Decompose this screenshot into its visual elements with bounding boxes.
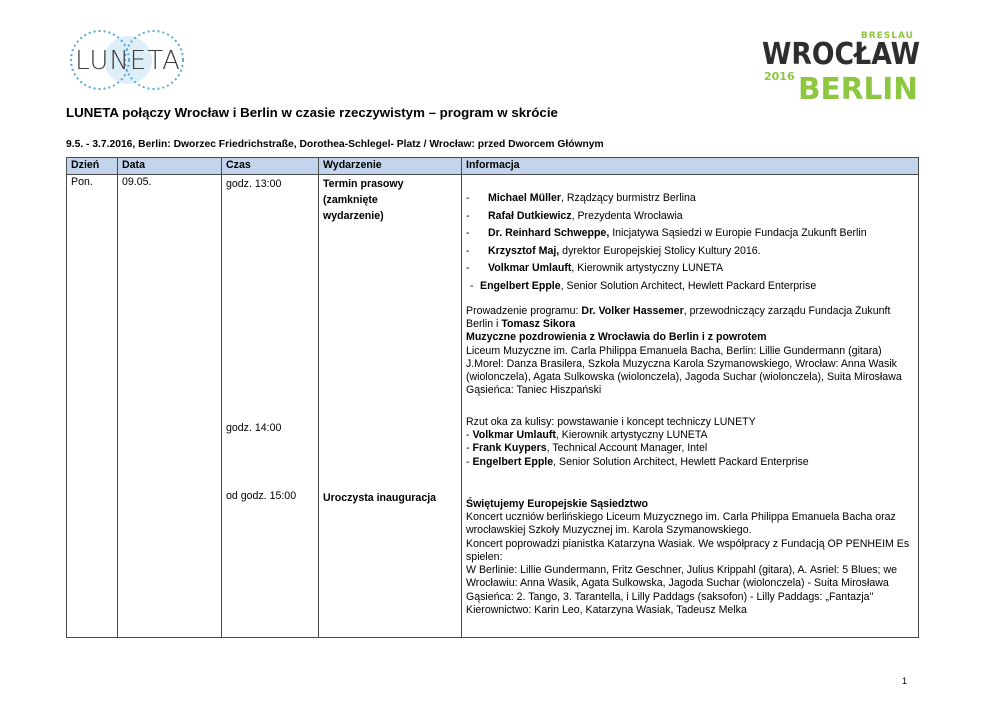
- header-day: Dzień: [67, 158, 118, 175]
- event-press-line1: Termin prasowy: [323, 178, 404, 190]
- time-1500: od godz. 15:00: [226, 490, 297, 502]
- date-cell: [118, 175, 222, 638]
- day-cell: [67, 175, 118, 638]
- luneta-logo: [68, 28, 186, 92]
- time-cell: [222, 175, 319, 638]
- wb-logo-wroclaw: WROCŁAW: [762, 37, 920, 72]
- inauguration-heading: Świętujemy Europejskie Sąsiedztwo: [466, 498, 648, 510]
- document-title: LUNETA połączy Wrocław i Berlin w czasie rzeczywistym – program w skrócie: [66, 105, 558, 120]
- event-cell: [319, 175, 462, 638]
- program-table: [66, 157, 919, 638]
- list-item: - Engelbert Epple, Senior Solution Architect, Hewlett Packard Enterprise: [466, 455, 809, 468]
- list-item: - Krzysztof Maj, dyrektor Europejskiej Stolicy Kultury 2016.: [466, 244, 761, 257]
- event-press-line3: wydarzenie): [323, 210, 384, 222]
- table-header-row: [67, 158, 919, 175]
- list-item: - Frank Kuypers, Technical Account Manager, Intel: [466, 442, 708, 455]
- page-number: 1: [902, 676, 908, 686]
- luneta-logo-text: LUNETA: [75, 46, 181, 76]
- music-greetings-heading: Muzyczne pozdrowienia z Wrocławia do Berlin i z powrotem: [466, 331, 767, 344]
- time-1300: godz. 13:00: [226, 178, 282, 190]
- inauguration-paragraph: Świętujemy Europejskie Sąsiedztwo Koncert uczniów berlińskiego Liceum Muzycznego im. Carla Philippa Emanuela Bacha oraz wrocławskiej Szkoły Muzycznej im. Karola Szymanowskiego. Koncert poprowadzi pianistka Katarzyna Wasiak. We współpracy z Fundacją OP PENHEIM Es spielen: W Berlinie: Lillie Gundermann, Fritz Geschner, Julius Krippahl (gitara), A. Asriel: 5 Blues; we Wrocławiu: Anna Wasik, Agata Sulkowska, Jagoda Suchar (wiolonczela) - Suita Mirosława Gąsieńca: 2. Tango, 3. Tarantella, i Lilly Paddags (saksofon) - Lilly Paddags: „Fantazja" Kierownictwo: Karin Leo, Katarzyna Wasiak, Tadeusz Melka: [466, 498, 910, 616]
- header-event: Wydarzenie: [319, 158, 462, 175]
- header-info: Informacja: [462, 158, 919, 175]
- event-inauguration: Uroczysta inauguracja: [323, 492, 437, 504]
- wb-logo-breslau: BRESLAU: [860, 31, 914, 41]
- speakers-list: [466, 190, 914, 295]
- list-item: - Volkmar Umlauft, Kierownik artystyczny LUNETA: [466, 262, 724, 274]
- header-time: Czas: [222, 158, 319, 175]
- time-1400: godz. 14:00: [226, 422, 282, 434]
- list-item: - Rafał Dutkiewicz, Prezydenta Wrocławia: [466, 209, 683, 222]
- list-item: - Engelbert Epple, Senior Solution Architect, Hewlett Packard Enterprise: [470, 279, 817, 292]
- day-value: Pon.: [71, 176, 93, 188]
- wroclaw-berlin-logo: [762, 24, 922, 104]
- info-cell: [462, 175, 919, 638]
- list-item: - Dr. Reinhard Schweppe, Inicjatywa Sąsiedzi w Europie Fundacja Zukunft Berlin: [466, 227, 867, 239]
- header-date: Data: [118, 158, 222, 175]
- music-greetings-body: Liceum Muzyczne im. Carla Philippa Emanuela Bacha, Berlin: Lillie Gundermann (gitara) J.Morel: Danza Brasilera, Szkoła Muzyczna Karola Szymanowskiego, Wrocław: Anna Wasik (wiolonczela), Agata Sulkowska (wiolonczela), Jagoda Suchar (wiolonczela), Suita Mirosława Gąsieńca: Taniec Hiszpański: [466, 344, 902, 397]
- wb-logo-berlin: BERLIN: [798, 72, 918, 104]
- list-item: - Volkmar Umlauft, Kierownik artystyczny LUNETA: [466, 429, 708, 442]
- list-item: - Michael Müller, Rządzący burmistrz Berlina: [466, 192, 696, 204]
- document-subtitle: 9.5. - 3.7.2016, Berlin: Dworzec Friedrichstraße, Dorothea-Schlegel- Platz / Wrocław: przed Dworcem Głównym: [66, 139, 604, 150]
- event-press-conference: [323, 176, 403, 224]
- table-row: [67, 175, 919, 638]
- event-press-line2: (zamknięte: [323, 194, 378, 206]
- backstage-paragraph: Rzut oka za kulisy: powstawanie i koncept techniczy LUNETY - Volkmar Umlauft, Kierownik artystyczny LUNETA - Frank Kuypers, Technical Account Manager, Intel - Engelbert Epple, Senior Solution Architect, Hewlett Packard Enterprise: [466, 416, 914, 469]
- wb-logo-year: 2016: [764, 70, 795, 83]
- date-value: 09.05.: [122, 176, 152, 188]
- moderation-paragraph: Prowadzenie programu: Dr. Volker Hassemer, przewodniczący zarządu Fundacja Zukunft Berlin i Tomasz Sikora Muzyczne pozdrowienia z Wrocławia do Berlin i z powrotem Liceum Muzyczne im. Carla Philippa Emanuela Bacha, Berlin: Lillie Gundermann (gitara) J.Morel: Danza Brasilera, Szkoła Muzyczna Karola Szymanowskiego, Wrocław: Anna Wasik (wiolonczela), Agata Sulkowska (wiolonczela), Jagoda Suchar (wiolonczela), Suita Mirosława Gąsieńca: Taniec Hiszpański: [466, 305, 902, 397]
